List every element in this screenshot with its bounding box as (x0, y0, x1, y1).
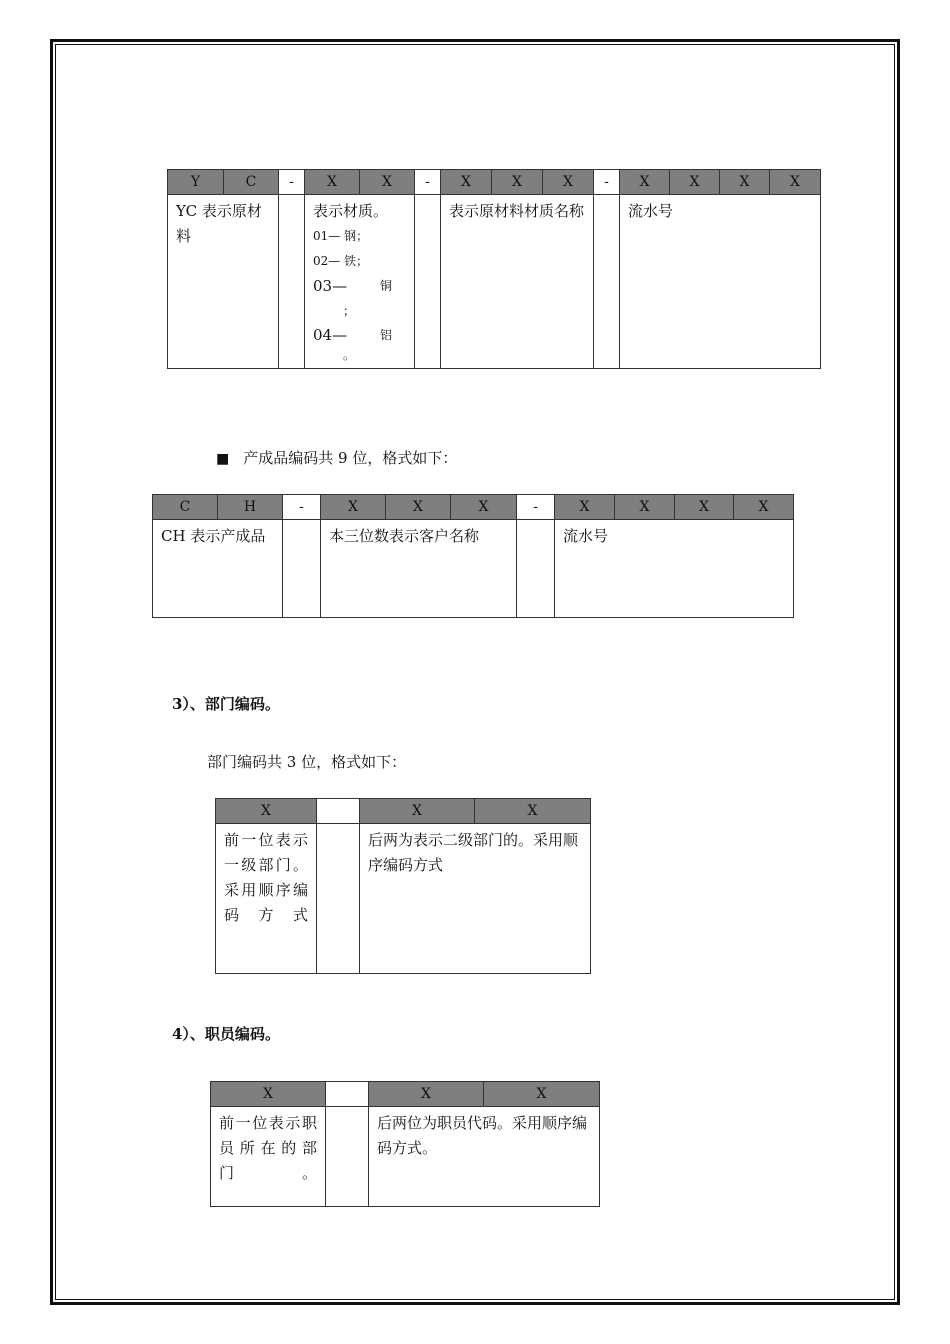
material-item: 04— (313, 326, 348, 344)
material-item: 铜 (379, 279, 392, 293)
description-ch: CH 表示产成品 (161, 527, 266, 545)
code-char-cell: X (720, 170, 770, 195)
finished-goods-intro (216, 447, 457, 470)
material-item: 02— 铁； (313, 254, 369, 268)
square-bullet-icon: ■ (216, 451, 230, 467)
code-header-row (216, 799, 591, 824)
description-serial: 流水号 (628, 202, 674, 220)
description-row (216, 824, 591, 974)
employee-code-table (210, 1081, 600, 1207)
code-char-cell: X (451, 495, 517, 520)
finished-goods-intro-text: 产成品编码共 9 位，格式如下： (243, 449, 458, 467)
description-first-digit: 前一位表示职员所在的部门。 (219, 1114, 317, 1182)
separator-cell: - (415, 170, 441, 195)
code-char-cell: X (386, 495, 451, 520)
code-header-row (168, 170, 821, 195)
description-row (153, 520, 794, 618)
code-char-cell: X (615, 495, 675, 520)
code-char-cell: C (153, 495, 218, 520)
material-item: ； (343, 304, 356, 318)
code-char-cell: H (218, 495, 283, 520)
code-char-cell: X (360, 170, 415, 195)
code-char-cell: X (441, 170, 492, 195)
section-3-heading: 3）、部门编码。 (172, 695, 280, 713)
code-char-cell: X (770, 170, 821, 195)
separator-cell: - (517, 495, 555, 520)
code-char-cell: X (670, 170, 720, 195)
code-char-cell: X (620, 170, 670, 195)
code-char-cell: X (734, 495, 794, 520)
material-item: 03— (313, 277, 348, 295)
section-4-heading: 4）、职员编码。 (172, 1025, 280, 1043)
department-code-intro: 部门编码共 3 位，格式如下： (207, 753, 407, 771)
code-char-cell: X (492, 170, 543, 195)
code-char-cell: X (211, 1082, 326, 1107)
description-serial: 流水号 (563, 527, 609, 545)
code-char-cell: X (321, 495, 386, 520)
description-last-digits: 后两为表示二级部门的。采用顺序编码方式 (368, 831, 579, 874)
description-row (168, 195, 821, 369)
code-char-cell: C (224, 170, 279, 195)
separator-cell: - (283, 495, 321, 520)
code-char-cell: X (216, 799, 317, 824)
description-customer: 本三位数表示客户名称 (329, 527, 480, 545)
code-char-cell: Y (168, 170, 224, 195)
description-material-name: 表示原材料材质名称 (449, 202, 585, 220)
description-yc: YC 表示原材料 (176, 202, 262, 245)
separator-cell: - (279, 170, 305, 195)
description-material-title: 表示材质。 (313, 202, 389, 220)
department-code-table (215, 798, 591, 974)
description-first-digit: 前一位表示一级部门。采用顺序编码方式 (224, 831, 308, 924)
material-item: 铝 (379, 328, 392, 342)
separator-cell (326, 1082, 369, 1107)
code-char-cell: X (305, 170, 360, 195)
code-header-row (153, 495, 794, 520)
material-item: 。 (343, 348, 356, 362)
separator-cell (317, 799, 360, 824)
code-char-cell: X (555, 495, 615, 520)
code-char-cell: X (484, 1082, 600, 1107)
code-char-cell: X (543, 170, 594, 195)
description-row (211, 1107, 600, 1207)
code-char-cell: X (675, 495, 734, 520)
description-last-digits: 后两位为职员代码。采用顺序编码方式。 (377, 1114, 588, 1157)
finished-goods-code-table (152, 494, 794, 618)
material-item: 01— 钢； (313, 229, 369, 243)
code-char-cell: X (369, 1082, 484, 1107)
separator-cell: - (594, 170, 620, 195)
code-char-cell: X (475, 799, 591, 824)
code-char-cell: X (360, 799, 475, 824)
code-header-row (211, 1082, 600, 1107)
raw-material-code-table (167, 169, 821, 369)
